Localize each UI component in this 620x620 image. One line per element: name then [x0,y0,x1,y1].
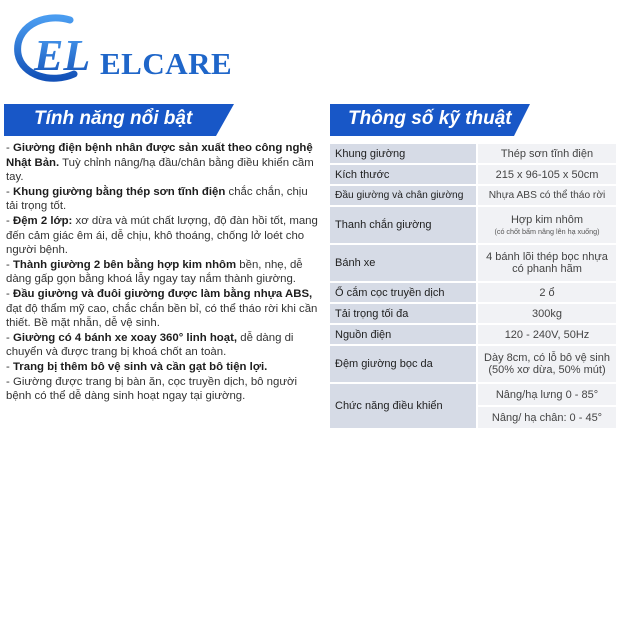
spec-value [478,207,616,243]
specs-table [330,142,616,430]
list-item: - Giường được trang bị bàn ăn, cọc truyền dịch, bô người bệnh có thể dễ dàng sinh hoạt ngay tại giường. [6,375,297,403]
spec-key: Ổ cắm cọc truyền dịch [330,283,478,302]
table-row [330,207,616,243]
table-row [330,384,616,405]
spec-key: Đệm giường bọc da [330,346,478,382]
list-item: - Giường có 4 bánh xe xoay 360° linh hoạt, dễ dàng di chuyển và được trang bị khoá chốt an toàn. [6,331,294,359]
spec-value: 300kg [478,304,616,323]
list-item: - Khung giường bằng thép sơn tĩnh điện chắc chắn, chịu tải trọng tốt. [6,185,308,213]
spec-value: 215 x 96-105 x 50cm [478,165,616,184]
spec-value: Nâng/ hạ chân: 0 - 45° [478,407,616,428]
spec-value-line: Dày 8cm, có lỗ bô vệ sinh [484,352,610,364]
spec-key: Thanh chắn giường [330,207,478,243]
table-row [330,245,616,281]
spec-value: 120 - 240V, 50Hz [478,325,616,344]
spec-key: Kích thước [330,165,478,184]
brand-logo [12,14,242,84]
spec-key: Khung giường [330,144,478,163]
list-item: - Trang bị thêm bô vệ sinh và cần gạt bô tiện lợi. [6,360,268,373]
spec-key: Bánh xe [330,245,478,281]
spec-value-main: Hợp kim nhôm [510,214,583,226]
list-item: - Đệm 2 lớp: xơ dừa và mút chất lượng, độ đàn hồi tốt, mang đến cảm giác êm ái, dễ chịu, khô thoáng, chống lở loét cho người bệnh. [6,214,318,257]
table-row [330,304,616,323]
list-item: - Đầu giường và đuôi giường được làm bằng nhựa ABS, đạt độ thẩm mỹ cao, chắc chắn bền bỉ, có thể tháo rời khi cần thiết. Bề mặt nhẵn, dễ vệ sinh. [6,287,318,330]
table-row [330,283,616,302]
spec-value [478,346,616,382]
spec-value [478,245,616,281]
table-row [330,165,616,184]
list-item: - Giường điện bệnh nhân được sản xuất theo công nghệ Nhật Bản. Tuỳ chỉnh nâng/hạ đầu/chân bằng điều khiển cầm tay. [6,142,314,184]
spec-key: Tải trọng tối đa [330,304,478,323]
elcare-monogram-icon [12,14,102,84]
list-item: - Thành giường 2 bên bằng hợp kim nhôm bền, nhẹ, dễ dàng gấp gọn bằng khoá lẫy ngay tay nắm thành giường. [6,258,303,286]
spec-value-line: 4 bánh lõi thép bọc nhựa [486,251,608,263]
table-row [330,144,616,163]
spec-value: Thép sơn tĩnh điện [478,144,616,163]
spec-value-line: có phanh hãm [512,263,582,275]
table-row [330,186,616,205]
spec-key: Đầu giường và chân giường [330,186,478,205]
svg-text:EL: EL [34,31,91,80]
specs-title: Thông số kỹ thuật [348,108,512,129]
features-list [6,141,320,404]
spec-key: Nguồn điện [330,325,478,344]
specs-banner [330,104,530,136]
spec-key: Chức năng điều khiển [330,384,478,428]
spec-value-line: (50% xơ dừa, 50% mút) [488,364,606,376]
brand-name: ELCARE [100,46,233,81]
spec-value-note: (có chốt bấm nâng lên hạ xuống) [494,227,600,236]
table-row [330,346,616,382]
table-row [330,325,616,344]
spec-value: Nhựa ABS có thể tháo rời [478,186,616,205]
spec-value: Nâng/hạ lưng 0 - 85° [478,384,616,405]
spec-value: 2 ổ [478,283,616,302]
features-banner [4,104,234,136]
features-title: Tính năng nổi bật [34,108,193,129]
